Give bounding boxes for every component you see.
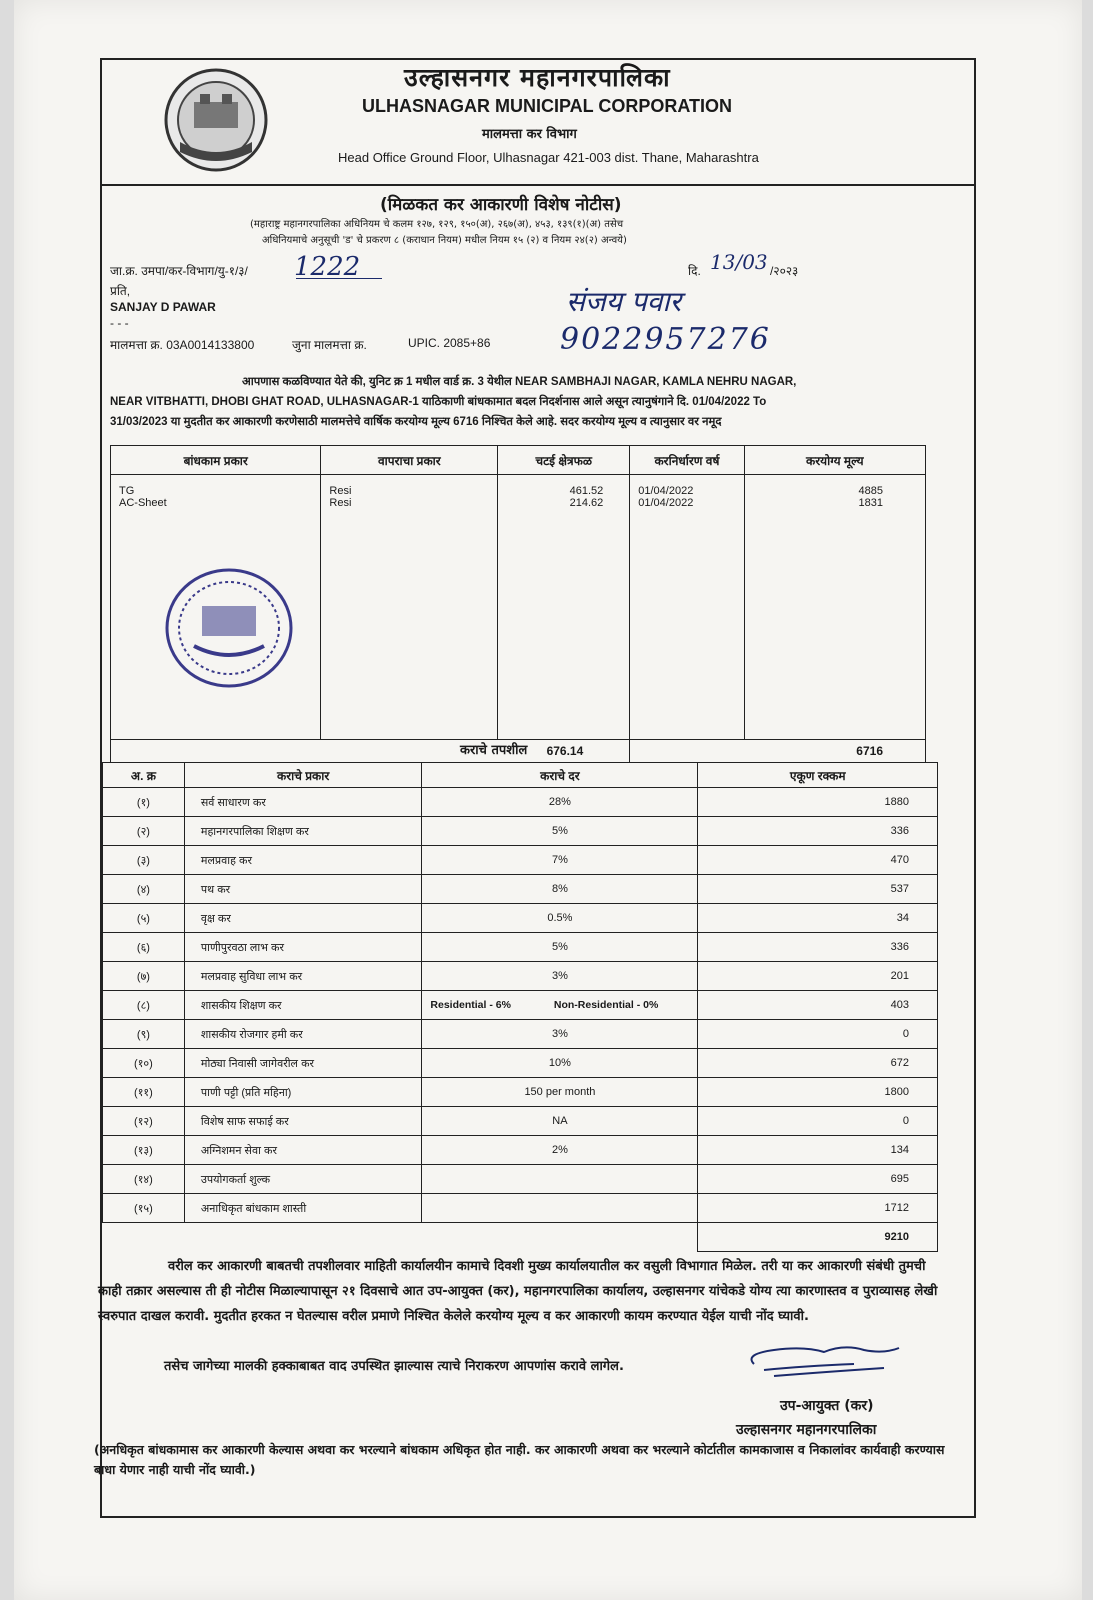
tax-rate: 3% xyxy=(422,962,698,991)
tax-amount: 0 xyxy=(698,1020,938,1049)
tax-type: अनाधिकृत बांधकाम शास्ती xyxy=(184,1194,422,1223)
table-row xyxy=(103,817,938,846)
tax-type: शासकीय रोजगार हमी कर xyxy=(184,1020,422,1049)
table-row xyxy=(103,875,938,904)
tax-amount: 1712 xyxy=(698,1194,938,1223)
table-row xyxy=(103,1165,938,1194)
col-serial: अ. क्र xyxy=(103,763,185,788)
serial-number: (८) xyxy=(103,991,185,1020)
taxable-values-cell xyxy=(744,475,925,740)
notice-title: (मिळकत कर आकारणी विशेष नोटीस) xyxy=(380,195,622,215)
date-year: /२०२३ xyxy=(770,264,799,278)
serial-number: (१४) xyxy=(103,1165,185,1194)
usage-type: Resi xyxy=(329,497,352,509)
col-taxable-value: करयोग्य मूल्य xyxy=(744,446,925,475)
total-carpet-area: 676.14 xyxy=(111,740,630,763)
property-number: मालमत्ता क्र. 03A0014133800 xyxy=(110,338,255,352)
header-divider xyxy=(100,184,976,186)
grand-total-row xyxy=(103,1223,938,1252)
disclaimer-note: (अनधिकृत बांधकामास कर आकारणी केल्यास अथवा कर भरल्याने बांधकाम अधिकृत होत नाही. कर आकारणी अथवा कर भरल्याने कोर्टातील कामकाजास व निकालांवर कार्यवाही करण्यास बाधा येणार नाही याची नोंद घ्यावी.) xyxy=(94,1442,945,1477)
serial-number: (२) xyxy=(103,817,185,846)
reference-number-label: जा.क्र. उमपा/कर-विभाग/यु-१/३/ xyxy=(110,264,248,278)
carpet-area: 461.52 xyxy=(569,485,604,497)
table-row xyxy=(103,1194,938,1223)
reference-number-handwritten: 1222 xyxy=(294,252,361,282)
tax-amount: 336 xyxy=(698,817,938,846)
tax-amount: 0 xyxy=(698,1107,938,1136)
table-row xyxy=(103,933,938,962)
tax-details-title: कराचे तपशील xyxy=(460,743,528,758)
tax-type: वृक्ष कर xyxy=(184,904,422,933)
table-row xyxy=(103,991,938,1020)
col-construction-type: बांधकाम प्रकार xyxy=(111,446,321,475)
notice-subtitle-line1: (महाराष्ट्र महानगरपालिका अधिनियम चे कलम १२७, १२९, १५०(अ), २६७(अ), ४५३, १३९(१)(अ) तसेच xyxy=(250,219,624,230)
table-row xyxy=(103,1078,938,1107)
serial-number: (१५) xyxy=(103,1194,185,1223)
tax-amount: 134 xyxy=(698,1136,938,1165)
tax-type: सर्व साधारण कर xyxy=(184,788,422,817)
serial-number: (५) xyxy=(103,904,185,933)
tax-rate: 7% xyxy=(422,846,698,875)
corporation-name-marathi: उल्हासनगर महानगरपालिका xyxy=(404,63,671,92)
tax-rate: NA xyxy=(422,1107,698,1136)
carpet-area: 214.62 xyxy=(569,497,604,509)
table-row xyxy=(103,904,938,933)
table-row xyxy=(103,1020,938,1049)
intro-line3: 31/03/2023 या मुदतीत कर आकारणी करणेसाठी मालमत्तेचे वार्षिक करयोग्य मूल्य 6716 निश्चित केले आहे. सदर करयोग्य मूल्य व त्यानुसार वर नमूद xyxy=(110,416,722,428)
tax-amount: 695 xyxy=(698,1165,938,1194)
serial-number: (९) xyxy=(103,1020,185,1049)
tax-type: मलप्रवाह सुविधा लाभ कर xyxy=(184,962,422,991)
addressee-dashes: - - - xyxy=(110,316,129,330)
usage-type: Resi xyxy=(329,485,352,497)
construction-type: TG xyxy=(119,485,135,497)
office-address: Head Office Ground Floor, Ulhasnagar 421-003 dist. Thane, Maharashtra xyxy=(338,150,759,165)
carpet-areas-cell xyxy=(498,475,630,740)
serial-number: (१२) xyxy=(103,1107,185,1136)
corporation-name-english: ULHASNAGAR MUNICIPAL CORPORATION xyxy=(362,96,732,116)
tax-amount: 1800 xyxy=(698,1078,938,1107)
assessment-year: 01/04/2022 xyxy=(638,485,694,497)
grand-total-spacer xyxy=(103,1223,698,1252)
footer-ownership-note: तसेच जागेच्या मालकी हक्काबाबत वाद उपस्थित झाल्यास त्याचे निराकरण आपणांस करावे लागेल. xyxy=(164,1359,624,1374)
tax-rate: 5% xyxy=(422,817,698,846)
taxable-value: 4885 xyxy=(858,485,883,497)
col-tax-type: कराचे प्रकार xyxy=(184,763,422,788)
table-row xyxy=(103,788,938,817)
col-usage-type: वापराचा प्रकार xyxy=(321,446,498,475)
serial-number: (११) xyxy=(103,1078,185,1107)
assessment-year: 01/04/2022 xyxy=(638,497,694,509)
tax-type: मलप्रवाह कर xyxy=(184,846,422,875)
tax-type: पथ कर xyxy=(184,875,422,904)
reference-underline xyxy=(296,278,382,279)
tax-amount: 470 xyxy=(698,846,938,875)
tax-amount: 201 xyxy=(698,962,938,991)
handwritten-phone: 9022957276 xyxy=(560,322,771,357)
date-label: दि. xyxy=(688,264,701,278)
tax-type: शासकीय शिक्षण कर xyxy=(184,991,422,1020)
table-row xyxy=(103,1136,938,1165)
tax-type: महानगरपालिका शिक्षण कर xyxy=(184,817,422,846)
table-row xyxy=(103,846,938,875)
tax-rate: 0.5% xyxy=(422,904,698,933)
serial-number: (१३) xyxy=(103,1136,185,1165)
signature xyxy=(734,1336,904,1386)
signatory-organisation: उल्हासनगर महानगरपालिका xyxy=(736,1422,877,1438)
tax-rate: 8% xyxy=(422,875,698,904)
addressee-name: SANJAY D PAWAR xyxy=(110,300,216,314)
tax-rate: 3% xyxy=(422,1020,698,1049)
footer-paragraph: वरील कर आकारणी बाबतची तपशीलवार माहिती कार्यालयीन कामाचे दिवशी मुख्य कार्यालयातील कर वसुली विभागात मिळेल. तरी या कर आकारणी संबंधी तुमची काही तक्रार असल्यास ती ही नोटीस मिळाल्यापासून २१ दिवसाचे आत उप-आयुक्त (कर), महानगरपालिका कार्यालय, उल्हासनगर यांचेकडे योग्य त्या कारणास्तव व पुराव्यासह लेखी स्वरुपात दाखल करावी. मुदतीत हरकत न घेतल्यास वरील प्रमाणे निश्चित केलेले करयोग्य मूल्य व कर आकारणी कायम करण्यात येईल याची नोंद घ्यावी. xyxy=(98,1259,938,1324)
tax-rate: 28% xyxy=(422,788,698,817)
corporation-logo xyxy=(162,66,270,174)
tax-type: अग्निशमन सेवा कर xyxy=(184,1136,422,1165)
tax-type: विशेष साफ सफाई कर xyxy=(184,1107,422,1136)
serial-number: (३) xyxy=(103,846,185,875)
tax-type: पाणीपुरवठा लाभ कर xyxy=(184,933,422,962)
serial-number: (७) xyxy=(103,962,185,991)
tax-amount: 537 xyxy=(698,875,938,904)
tax-amount: 403 xyxy=(698,991,938,1020)
tax-type: पाणी पट्टी (प्रति महिना) xyxy=(184,1078,422,1107)
upic-number: UPIC. 2085+86 xyxy=(408,336,491,350)
tax-rate xyxy=(422,1165,698,1194)
education-tax-residential: Residential - 6% xyxy=(430,999,511,1011)
intro-line1: आपणास कळविण्यात येते की, युनिट क्र 1 मधील वार्ड क्र. 3 येथील NEAR SAMBHAJI NAGAR, KAMLA NEHRU NAGAR, xyxy=(242,376,797,388)
serial-number: (६) xyxy=(103,933,185,962)
official-seal xyxy=(164,566,294,690)
department-name: मालमत्ता कर विभाग xyxy=(482,127,577,142)
serial-number: (१) xyxy=(103,788,185,817)
col-carpet-area: चटई क्षेत्रफळ xyxy=(498,446,630,475)
assessment-years-cell xyxy=(630,475,744,740)
col-assessment-year: करनिर्धारण वर्ष xyxy=(630,446,744,475)
old-property-number-label: जुना मालमत्ता क्र. xyxy=(292,338,367,352)
prati-label: प्रति, xyxy=(110,284,131,298)
table-row xyxy=(103,1107,938,1136)
signatory-title: उप-आयुक्त (कर) xyxy=(780,1398,874,1414)
tax-amount: 34 xyxy=(698,904,938,933)
tax-rate: 10% xyxy=(422,1049,698,1078)
date-handwritten: 13/03 xyxy=(710,250,768,274)
tax-rate: 2% xyxy=(422,1136,698,1165)
tax-amount: 336 xyxy=(698,933,938,962)
total-taxable-value: 6716 xyxy=(630,740,926,763)
tax-rate: 150 per month xyxy=(422,1078,698,1107)
serial-number: (१०) xyxy=(103,1049,185,1078)
taxable-value: 1831 xyxy=(858,497,883,509)
tax-amount: 1880 xyxy=(698,788,938,817)
tax-rate: 5% xyxy=(422,933,698,962)
construction-type: AC-Sheet xyxy=(119,497,167,509)
serial-number: (४) xyxy=(103,875,185,904)
usage-types-cell xyxy=(321,475,498,740)
education-tax-rate-cell xyxy=(422,991,698,1020)
tax-type: उपयोगकर्ता शुल्क xyxy=(184,1165,422,1194)
education-tax-nonresidential: Non-Residential - 0% xyxy=(553,999,659,1011)
handwritten-name: संजय पवार xyxy=(566,285,682,318)
col-total-amount: एकूण रक्कम xyxy=(698,763,938,788)
grand-total: 9210 xyxy=(698,1223,938,1252)
tax-type: मोठ्या निवासी जागेवरील कर xyxy=(184,1049,422,1078)
table-row xyxy=(103,1049,938,1078)
document-page xyxy=(14,0,1082,1600)
intro-line2: NEAR VITBHATTI, DHOBI GHAT ROAD, ULHASNAGAR-1 याठिकाणी बांधकामात बदल निदर्शनास आले असून त्यानुषंगाने दि. 01/04/2022 To xyxy=(110,396,767,408)
table-row xyxy=(103,962,938,991)
tax-rate xyxy=(422,1194,698,1223)
tax-details-table xyxy=(102,762,938,1252)
tax-amount: 672 xyxy=(698,1049,938,1078)
col-tax-rate: कराचे दर xyxy=(422,763,698,788)
notice-subtitle-line2: अधिनियमाचे अनुसूची 'ड' चे प्रकरण ८ (कराधान नियम) मधील नियम १५ (२) व नियम २४(२) अन्वये) xyxy=(262,235,627,246)
